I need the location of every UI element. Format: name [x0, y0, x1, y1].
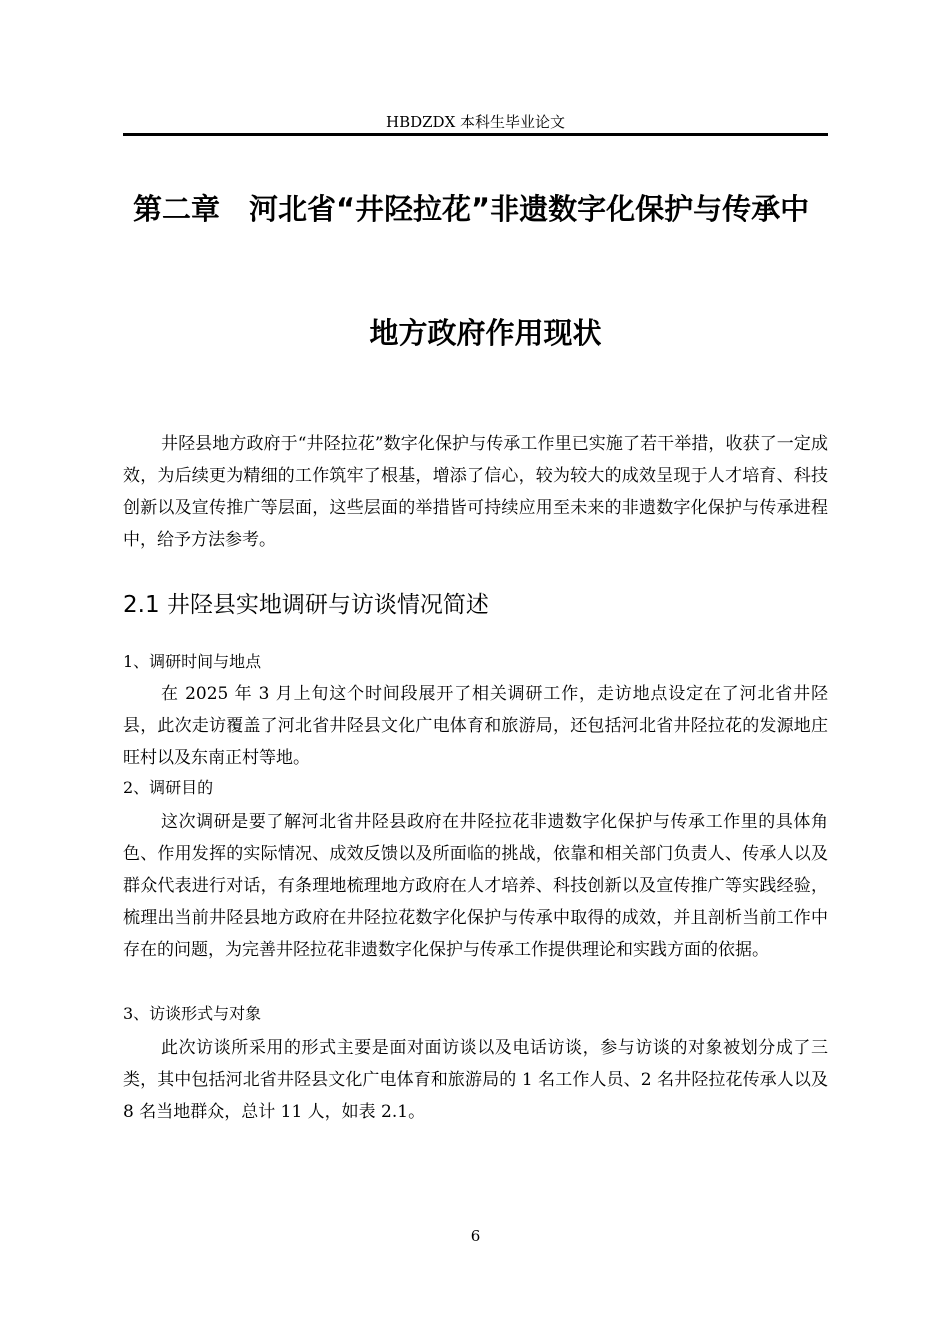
item-paragraph-1: 在 2025 年 3 月上旬这个时间段展开了相关调研工作，走访地点设定在了河北省井陉县，此次走访覆盖了河北省井陉县文化广电体育和旅游局，还包括河北省井陉拉花的发源地庄旺村以及东南正村等地。 — [123, 684, 828, 768]
intro-paragraph: 井陉县地方政府于“井陉拉花”数字化保护与传承工作里已实施了若干举措，收获了一定成效，为后续更为精细的工作筑牢了根基，增添了信心，较为较大的成效呈现于人才培育、科技创新以及宣传推广等层面，这些层面的举措皆可持续应用至未来的非遗数字化保护与传承进程中，给予方法参考。 — [123, 434, 828, 550]
section-title: 2.1 井陉县实地调研与访谈情况简述 — [123, 592, 489, 618]
page-number: 6 — [470, 1227, 481, 1245]
header-divider — [123, 133, 828, 136]
item-paragraph-2: 这次调研是要了解河北省井陉县政府在井陉拉花非遗数字化保护与传承工作里的具体角色、作用发挥的实际情况、成效反馈以及所面临的挑战，依靠和相关部门负责人、传承人以及群众代表进行对话，有条理地梳理地方政府在人才培养、科技创新以及宣传推广等实践经验，梳理出当前井陉县地方政府在井陉拉花数字化保护与传承中取得的成效，并且剖析当前工作中存在的问题，为完善井陉拉花非遗数字化保护与传承工作提供理论和实践方面的依据。 — [123, 812, 828, 960]
chapter-title-line-2: 地方政府作用现状 — [369, 316, 602, 350]
item-label-1: 1、调研时间与地点 — [123, 652, 262, 671]
chapter-title-line-1: 第二章 河北省“井陉拉花”非遗数字化保护与传承中 — [133, 192, 810, 226]
item-label-2: 2、调研目的 — [123, 778, 214, 797]
running-header: HBDZDX 本科生毕业论文 — [385, 113, 566, 131]
item-paragraph-3: 此次访谈所采用的形式主要是面对面访谈以及电话访谈，参与访谈的对象被划分成了三类，其中包括河北省井陉县文化广电体育和旅游局的 1 名工作人员、2 名井陉拉花传承人以及 8 名当地群众，总计 11 人，如表 2.1。 — [123, 1038, 828, 1122]
item-label-3: 3、访谈形式与对象 — [123, 1004, 262, 1023]
